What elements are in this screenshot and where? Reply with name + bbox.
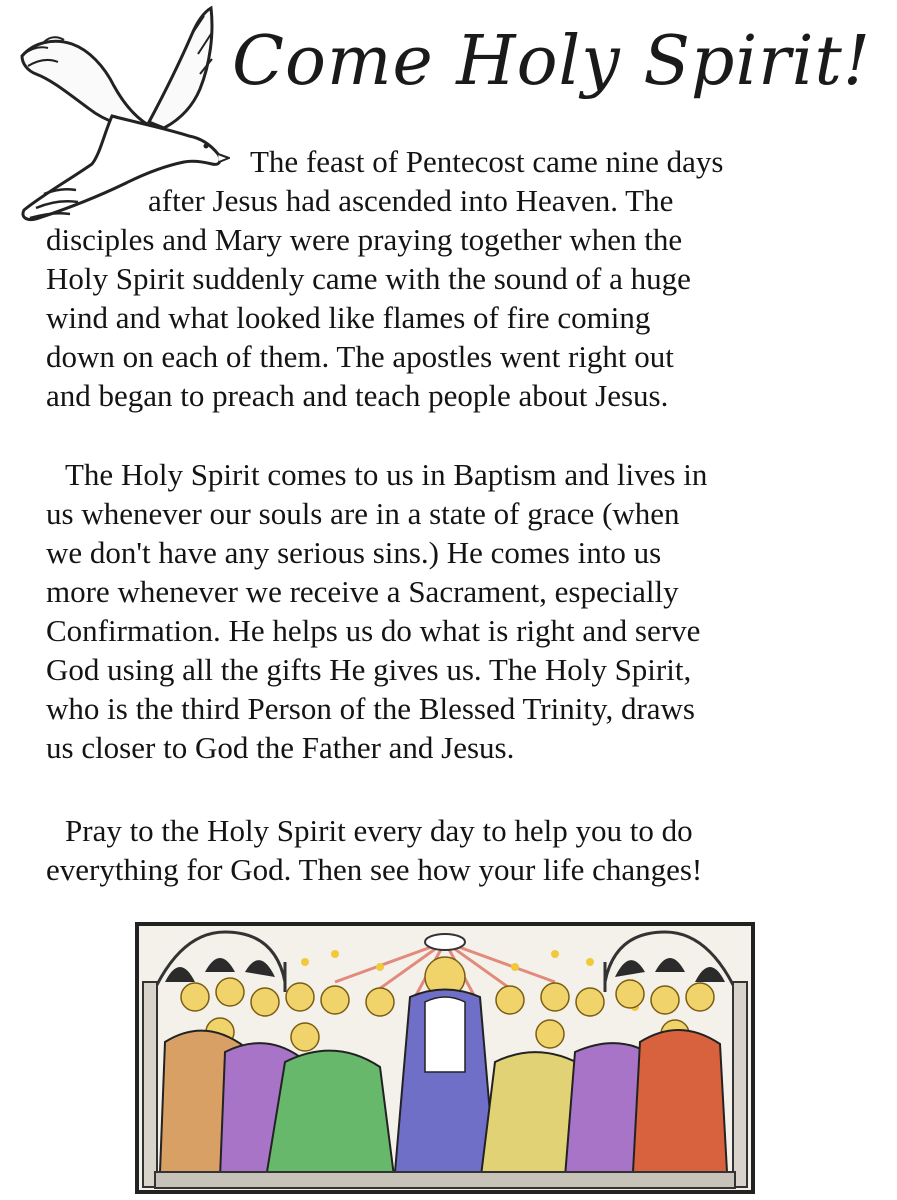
paragraph-3-line: everything for God. Then see how your life changes! bbox=[46, 852, 703, 887]
paragraph-1-line: down on each of them. The apostles went right out bbox=[46, 339, 674, 374]
paragraph-1-line: Holy Spirit suddenly came with the sound of a huge bbox=[46, 261, 691, 296]
page-title: Come Holy Spirit! bbox=[232, 22, 872, 101]
paragraph-3-line: Pray to the Holy Spirit every day to help you to do bbox=[65, 813, 693, 848]
pentecost-illustration bbox=[135, 922, 755, 1194]
paragraph-2-line: The Holy Spirit comes to us in Baptism and lives in bbox=[65, 457, 708, 492]
paragraph-2-line: God using all the gifts He gives us. The Holy Spirit, bbox=[46, 652, 692, 687]
paragraph-2-line: more whenever we receive a Sacrament, especially bbox=[46, 574, 679, 609]
paragraph-2-line: Confirmation. He helps us do what is right and serve bbox=[46, 613, 701, 648]
paragraph-2-line: us closer to God the Father and Jesus. bbox=[46, 730, 515, 765]
paragraph-1-line: disciples and Mary were praying together when the bbox=[46, 222, 683, 257]
paragraph-1-line: The feast of Pentecost came nine days bbox=[250, 144, 724, 179]
paragraph-2-line: us whenever our souls are in a state of grace (when bbox=[46, 496, 680, 531]
paragraph-2-line: who is the third Person of the Blessed Trinity, draws bbox=[46, 691, 695, 726]
paragraph-1-line: wind and what looked like flames of fire coming bbox=[46, 300, 651, 335]
paragraph-1-line: and began to preach and teach people about Jesus. bbox=[46, 378, 669, 413]
paragraph-2-line: we don't have any serious sins.) He comes into us bbox=[46, 535, 662, 570]
paragraph-1-line: after Jesus had ascended into Heaven. The bbox=[148, 183, 674, 218]
